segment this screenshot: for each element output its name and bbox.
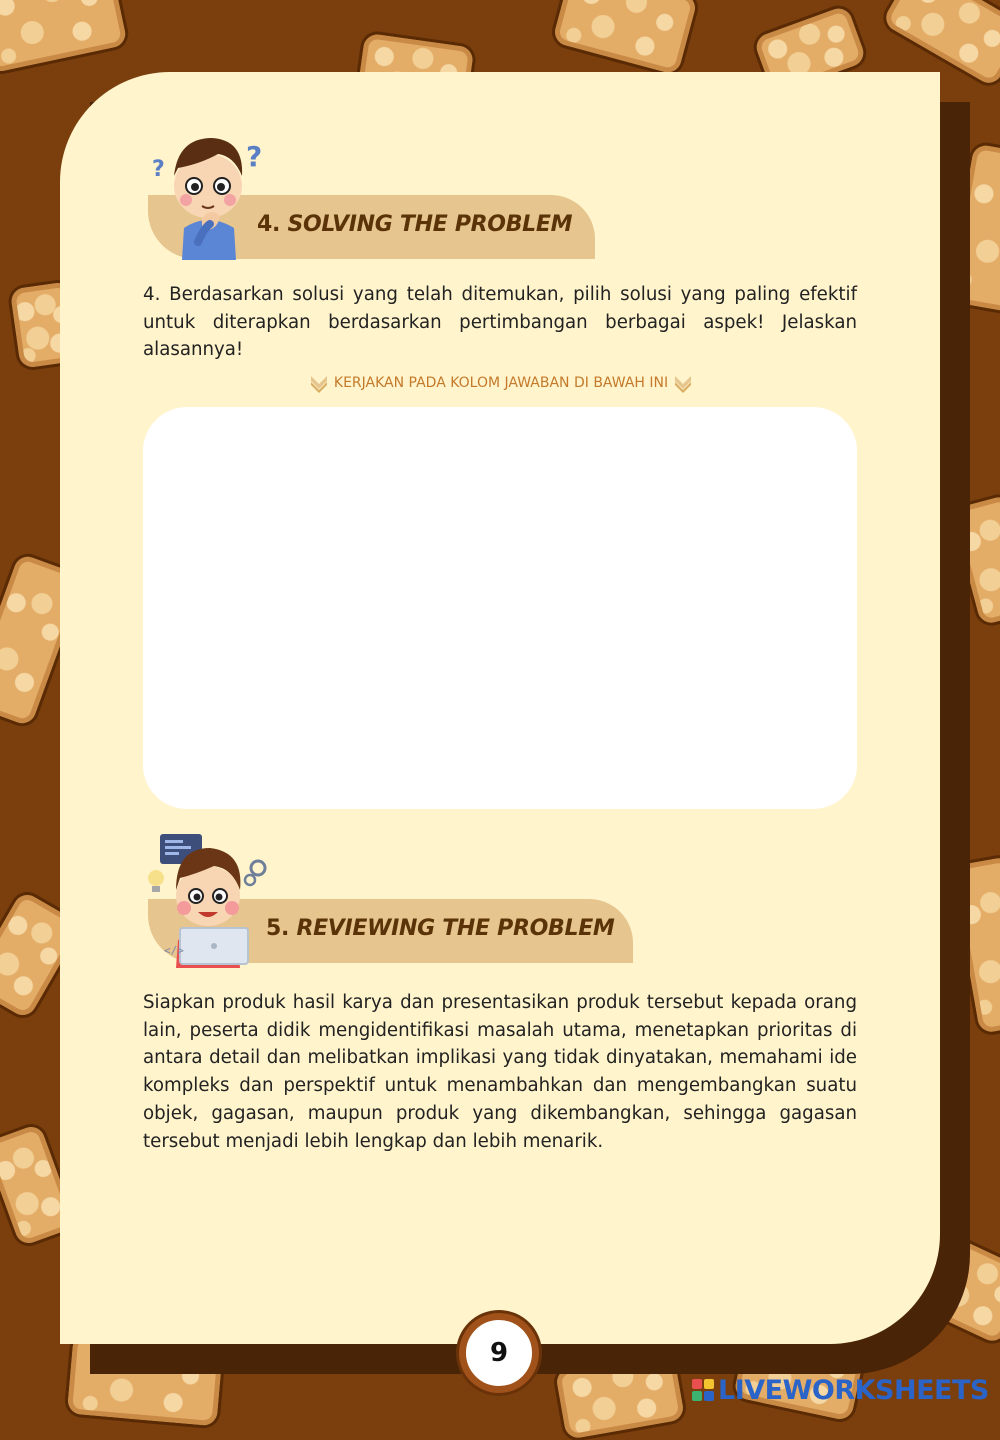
section-4-number: 4. — [257, 212, 281, 237]
laptop-boy-illustration — [140, 830, 275, 968]
page-number-badge — [459, 1313, 539, 1393]
section-5-title — [266, 916, 615, 941]
page-number: 9 — [489, 1338, 509, 1368]
answer-text-area[interactable] — [143, 407, 857, 809]
section-5-body: Siapkan produk hasil karya dan presentasikan produk tersebut kepada orang lain, peserta didik mengidentifikasi masalah utama, menetapkan prioritas di antara detail dan melibatkan implikasi yang tidak dinyatakan, memahami ide kompleks dan perspektif untuk menambahkan dan mengembangkan suatu objek, gagasan, maupun produk yang dikembangkan, sehingga gagasan tersebut menjadi lebih lengkap dan lebih menarik. — [143, 992, 857, 1152]
logo-grid-icon — [692, 1379, 714, 1401]
section-4-heading: SOLVING THE PROBLEM — [287, 212, 573, 237]
question-text: 4. Berdasarkan solusi yang telah ditemukan, pilih solusi yang paling efektif untuk diterapkan berdasarkan pertimbangan berbagai aspek! Jelaskan alasannya! — [143, 284, 857, 361]
thinking-boy-illustration — [148, 124, 268, 260]
chevron-down-icon — [672, 372, 694, 394]
section-4-title — [257, 212, 572, 237]
instruction-banner — [276, 372, 726, 394]
section-5-heading: REVIEWING THE PROBLEM — [296, 916, 615, 941]
liveworksheets-logo — [692, 1375, 989, 1405]
instruction-text: KERJAKAN PADA KOLOM JAWABAN DI BAWAH INI — [333, 375, 669, 391]
section-5-number: 5. — [266, 916, 290, 941]
chevron-down-icon — [308, 372, 330, 394]
watermark-text: LIVEWORKSHEETS — [718, 1374, 989, 1406]
svg-text:?: ? — [152, 157, 165, 182]
svg-text:</>: </> — [164, 944, 184, 957]
svg-text:?: ? — [246, 140, 263, 173]
